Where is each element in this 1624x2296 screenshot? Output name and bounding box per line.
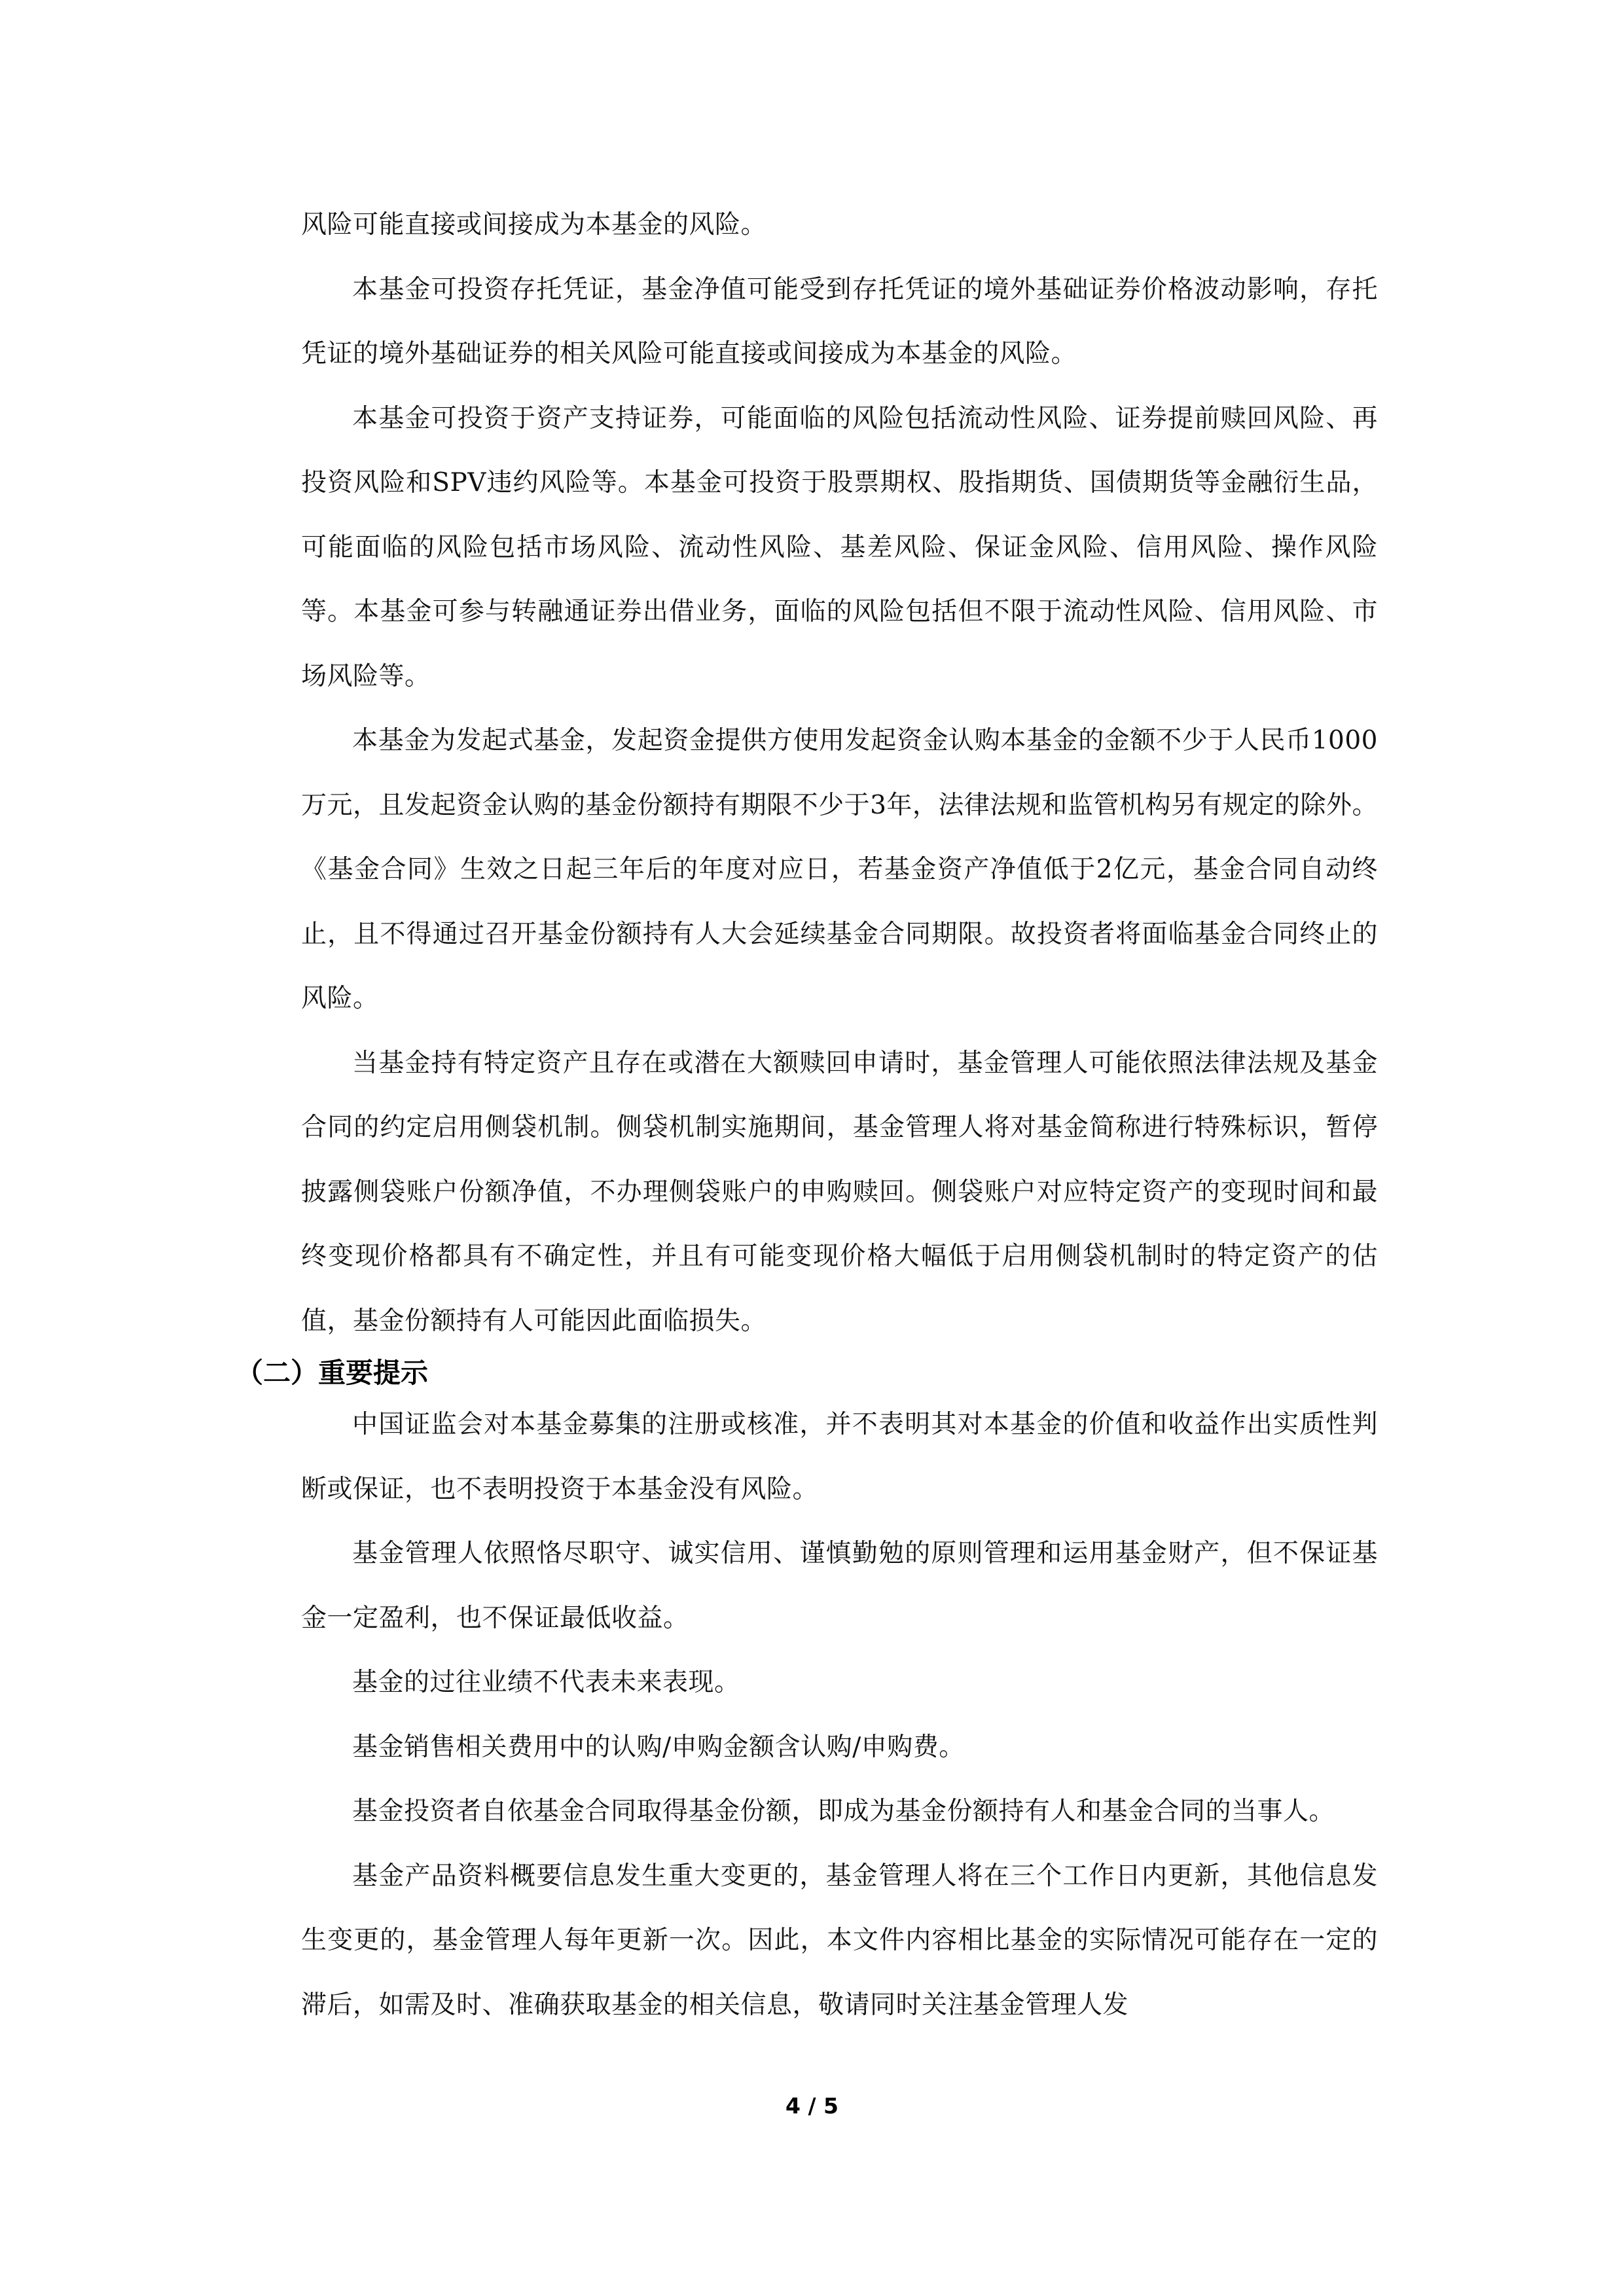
paragraph-update-notice: 基金产品资料概要信息发生重大变更的，基金管理人将在三个工作日内更新，其他信息发生变更的，基金管理人每年更新一次。因此，本文件内容相比基金的实际情况可能存在一定的滞后，如需及时、准确获取基金的相关信息，敬请同时关注基金管理人发: [301, 1861, 1378, 2020]
section-heading-important-notice: （二）重要提示: [236, 1357, 429, 1389]
paragraph-side-pocket-risk: 当基金持有特定资产且存在或潜在大额赎回申请时，基金管理人可能依照法律法规及基金合同的约定启用侧袋机制。侧袋机制实施期间，基金管理人将对基金简称进行特殊标识，暂停披露侧袋账户份额净值，不办理侧袋账户的申购赎回。侧袋账户对应特定资产的变现时间和最终变现价格都具有不确定性，并且有可能变现价格大幅低于启用侧袋机制时的特定资产的估值，基金份额持有人可能因此面临损失。: [301, 1048, 1378, 1336]
paragraph-manager-no-guarantee: 基金管理人依照恪尽职守、诚实信用、谨慎勤勉的原则管理和运用基金财产，但不保证基金一定盈利，也不保证最低收益。: [301, 1539, 1378, 1633]
document-body: [236, 193, 1378, 2037]
paragraph-initiated-fund-risk: 本基金为发起式基金，发起资金提供方使用发起资金认购本基金的金额不少于人民币1000万元，且发起资金认购的基金份额持有期限不少于3年，法律法规和监管机构另有规定的除外。《基金合同》生效之日起三年后的年度对应日，若基金资产净值低于2亿元，基金合同自动终止，且不得通过召开基金份额持有人大会延续基金合同期限。故投资者将面临基金合同终止的风险。: [301, 726, 1378, 1013]
page-number: 4 / 5: [785, 2093, 839, 2119]
paragraph-risk-continuation: 风险可能直接或间接成为本基金的风险。: [301, 210, 767, 240]
paragraph-sales-fees: 基金销售相关费用中的认购/申购金额含认购/申购费。: [352, 1732, 965, 1762]
paragraph-asset-backed-derivatives-risk: 本基金可投资于资产支持证券，可能面临的风险包括流动性风险、证券提前赎回风险、再投资风险和SPV违约风险等。本基金可投资于股票期权、股指期货、国债期货等金融衍生品，可能面临的风险包括市场风险、流动性风险、基差风险、保证金风险、信用风险、操作风险等。本基金可参与转融通证券出借业务，面临的风险包括但不限于流动性风险、信用风险、市场风险等。: [301, 403, 1378, 691]
paragraph-fund-holder: 基金投资者自依基金合同取得基金份额，即成为基金份额持有人和基金合同的当事人。: [352, 1797, 1335, 1826]
paragraph-past-performance: 基金的过往业绩不代表未来表现。: [352, 1668, 740, 1697]
paragraph-depositary-receipts-risk: 本基金可投资存托凭证，基金净值可能受到存托凭证的境外基础证券价格波动影响，存托凭证的境外基础证券的相关风险可能直接或间接成为本基金的风险。: [301, 274, 1378, 368]
paragraph-csrc-notice: 中国证监会对本基金募集的注册或核准，并不表明其对本基金的价值和收益作出实质性判断或保证，也不表明投资于本基金没有风险。: [301, 1410, 1378, 1504]
